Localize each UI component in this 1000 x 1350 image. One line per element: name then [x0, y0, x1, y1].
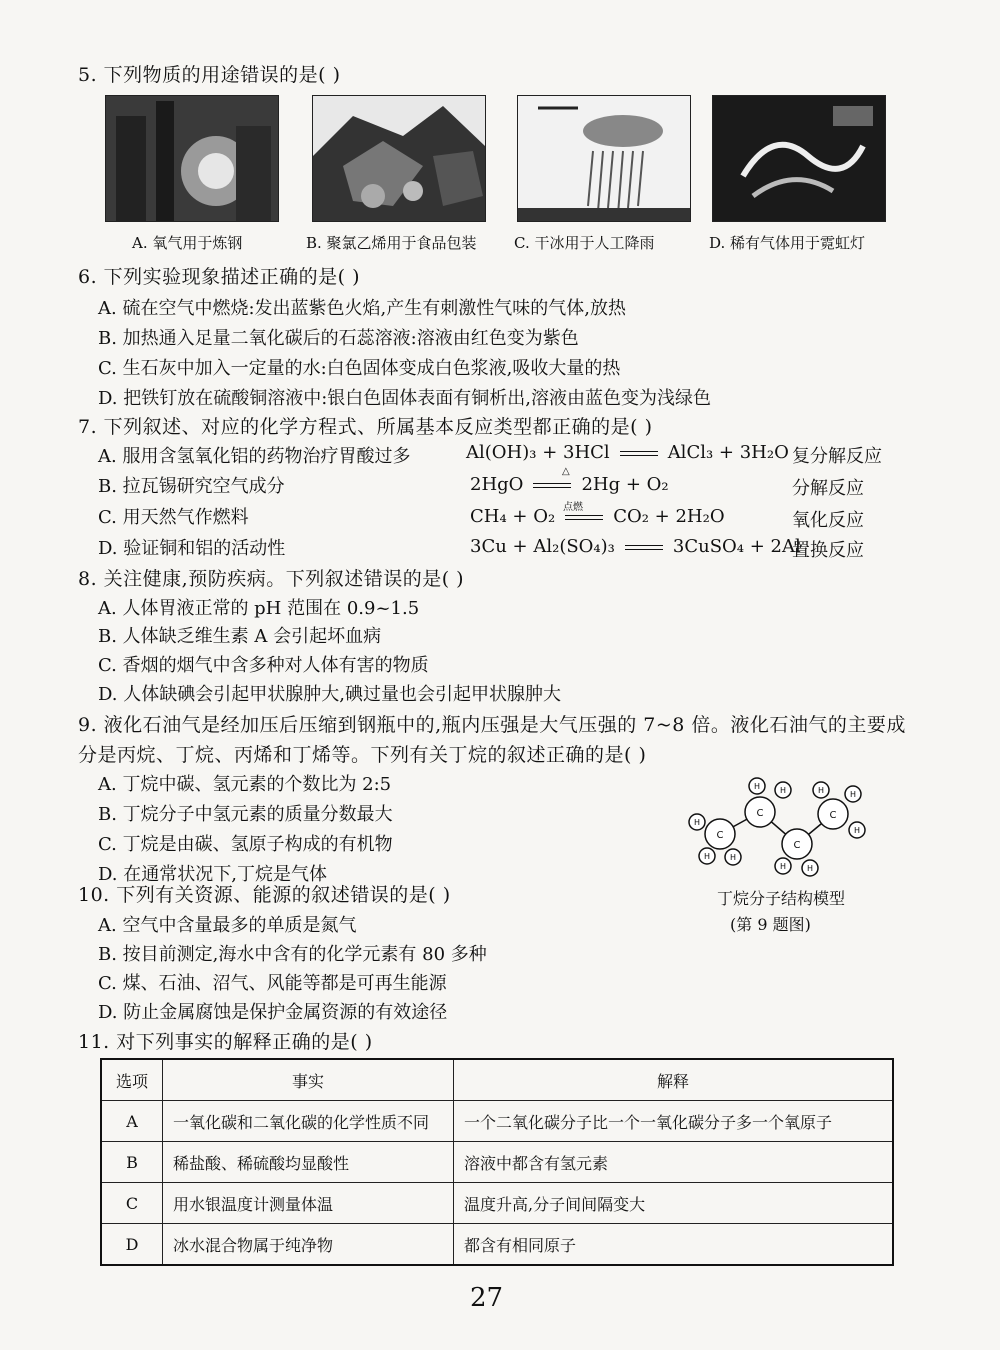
q10-title: 10. 下列有关资源、能源的叙述错误的是( ) — [78, 884, 451, 906]
row-fact: 冰水混合物属于纯净物 — [163, 1224, 454, 1266]
figure-label: (第 9 题图) — [730, 915, 811, 934]
equation-rhs: AlCl₃ + 3H₂O — [667, 442, 789, 463]
q8-option-d: D. 人体缺碘会引起甲状腺肿大,碘过量也会引起甲状腺肿大 — [98, 684, 561, 705]
q9-option-b: B. 丁烷分子中氢元素的质量分数最大 — [98, 804, 393, 825]
equation-lhs: 2HgO — [470, 474, 524, 495]
equals-sign — [565, 515, 603, 520]
row-option: C — [101, 1183, 163, 1224]
row-explanation: 都含有相同原子 — [454, 1224, 894, 1266]
q7-row-d-type: 置换反应 — [792, 540, 864, 561]
q7-row-b-desc: B. 拉瓦锡研究空气成分 — [98, 476, 285, 497]
q11-table — [100, 1058, 894, 1266]
row-option: A — [101, 1101, 163, 1142]
atom-label: H — [753, 782, 761, 791]
atom-label: H — [729, 853, 737, 862]
q6-option-c: C. 生石灰中加入一定量的水:白色固体变成白色浆液,吸收大量的热 — [98, 358, 621, 379]
q10-option-d: D. 防止金属腐蚀是保护金属资源的有效途径 — [98, 1002, 448, 1023]
atom-label: C — [793, 840, 801, 851]
reaction-condition: △ — [562, 466, 570, 477]
q5-caption-d: D. 稀有气体用于霓虹灯 — [709, 234, 866, 252]
reaction-condition: 点燃 — [563, 502, 583, 513]
q9-title-line1: 9. 液化石油气是经加压后压缩到钢瓶中的,瓶内压强是大气压强的 7~8 倍。液化石油气的主要成 — [78, 714, 906, 736]
row-fact: 一氧化碳和二氧化碳的化学性质不同 — [163, 1101, 454, 1142]
equation-lhs: 3Cu + Al₂(SO₄)₃ — [470, 536, 615, 557]
equation-lhs: Al(OH)₃ + 3HCl — [466, 442, 610, 463]
q8-option-a: A. 人体胃液正常的 pH 范围在 0.9~1.5 — [98, 598, 420, 619]
q7-row-a-equation — [466, 442, 789, 463]
equals-sign — [533, 483, 571, 488]
q7-row-a-type: 复分解反应 — [792, 446, 882, 467]
atom-label: H — [693, 818, 701, 827]
atom-label: C — [716, 830, 724, 841]
q8-title: 8. 关注健康,预防疾病。下列叙述错误的是( ) — [78, 568, 465, 590]
q7-row-c-desc: C. 用天然气作燃料 — [98, 507, 249, 528]
q5-caption-a: A. 氧气用于炼钢 — [132, 234, 243, 252]
photo-steel-smelting — [105, 95, 279, 222]
page-number: 27 — [470, 1283, 504, 1313]
q7-row-d-equation — [470, 536, 801, 557]
q6-option-a: A. 硫在空气中燃烧:发出蓝紫色火焰,产生有刺激性气味的气体,放热 — [98, 298, 626, 319]
equation-rhs: CO₂ + 2H₂O — [613, 506, 725, 527]
photo-artificial-rain — [517, 95, 691, 222]
molecule-caption: 丁烷分子结构模型 — [717, 889, 846, 908]
q8-option-b: B. 人体缺乏维生素 A 会引起坏血病 — [98, 626, 382, 647]
q6-option-d: D. 把铁钉放在硫酸铜溶液中:银白色固体表面有铜析出,溶液由蓝色变为浅绿色 — [98, 388, 712, 409]
q9-title-line2: 分是丙烷、丁烷、丙烯和丁烯等。下列有关丁烷的叙述正确的是( ) — [78, 744, 647, 766]
q9-option-d: D. 在通常状况下,丁烷是气体 — [98, 864, 327, 885]
q7-row-a-desc: A. 服用含氢氧化铝的药物治疗胃酸过多 — [98, 446, 411, 467]
table-row — [101, 1224, 893, 1266]
atom-label: H — [849, 790, 857, 799]
q7-row-d-desc: D. 验证铜和铝的活动性 — [98, 538, 286, 559]
q7-row-b-equation — [470, 466, 669, 495]
atom-label: C — [829, 810, 837, 821]
q6-title: 6. 下列实验现象描述正确的是( ) — [78, 266, 361, 288]
row-option: D — [101, 1224, 163, 1266]
q7-row-c-equation — [470, 502, 725, 527]
table-row — [101, 1142, 893, 1183]
atom-label: H — [779, 786, 787, 795]
table-row — [101, 1101, 893, 1142]
equals-sign — [625, 545, 663, 550]
table-row — [101, 1183, 893, 1224]
equation-rhs: 2Hg + O₂ — [581, 474, 669, 495]
q5-title: 5. 下列物质的用途错误的是( ) — [78, 64, 341, 86]
row-explanation: 一个二氧化碳分子比一个一氧化碳分子多一个氧原子 — [454, 1101, 894, 1142]
atom-label: H — [779, 862, 787, 871]
equals-sign — [620, 451, 658, 456]
equation-rhs: 3CuSO₄ + 2Al — [672, 536, 801, 557]
atom-label: C — [756, 808, 764, 819]
q9-option-c: C. 丁烷是由碳、氢原子构成的有机物 — [98, 834, 393, 855]
equation-lhs: CH₄ + O₂ — [470, 506, 556, 527]
q9-option-a: A. 丁烷中碳、氢元素的个数比为 2:5 — [98, 774, 392, 795]
atom-label: H — [817, 786, 825, 795]
row-explanation: 温度升高,分子间间隔变大 — [454, 1183, 894, 1224]
row-option: B — [101, 1142, 163, 1183]
q7-row-c-type: 氧化反应 — [792, 510, 864, 531]
q7-row-b-type: 分解反应 — [792, 478, 864, 499]
photo-food-packaging — [312, 95, 486, 222]
row-fact: 稀盐酸、稀硫酸均显酸性 — [163, 1142, 454, 1183]
q10-option-b: B. 按目前测定,海水中含有的化学元素有 80 多种 — [98, 944, 487, 965]
q8-option-c: C. 香烟的烟气中含多种对人体有害的物质 — [98, 655, 429, 676]
atom-label: H — [853, 826, 861, 835]
q5-caption-c: C. 干冰用于人工降雨 — [514, 234, 655, 252]
atom-label: H — [703, 852, 711, 861]
q11-title: 11. 对下列事实的解释正确的是( ) — [78, 1031, 373, 1053]
q10-option-c: C. 煤、石油、沼气、风能等都是可再生能源 — [98, 973, 447, 994]
header-option: 选项 — [101, 1059, 163, 1101]
butane-molecule-model — [685, 772, 880, 877]
q10-option-a: A. 空气中含量最多的单质是氮气 — [98, 915, 357, 936]
header-fact: 事实 — [163, 1059, 454, 1101]
row-fact: 用水银温度计测量体温 — [163, 1183, 454, 1224]
table-header-row — [101, 1059, 893, 1101]
photo-neon-lights — [712, 95, 886, 222]
atom-label: H — [806, 864, 814, 873]
q6-option-b: B. 加热通入足量二氧化碳后的石蕊溶液:溶液由红色变为紫色 — [98, 328, 579, 349]
q7-title: 7. 下列叙述、对应的化学方程式、所属基本反应类型都正确的是( ) — [78, 416, 653, 438]
header-explanation: 解释 — [454, 1059, 894, 1101]
row-explanation: 溶液中都含有氢元素 — [454, 1142, 894, 1183]
q5-caption-b: B. 聚氯乙烯用于食品包装 — [306, 234, 477, 252]
